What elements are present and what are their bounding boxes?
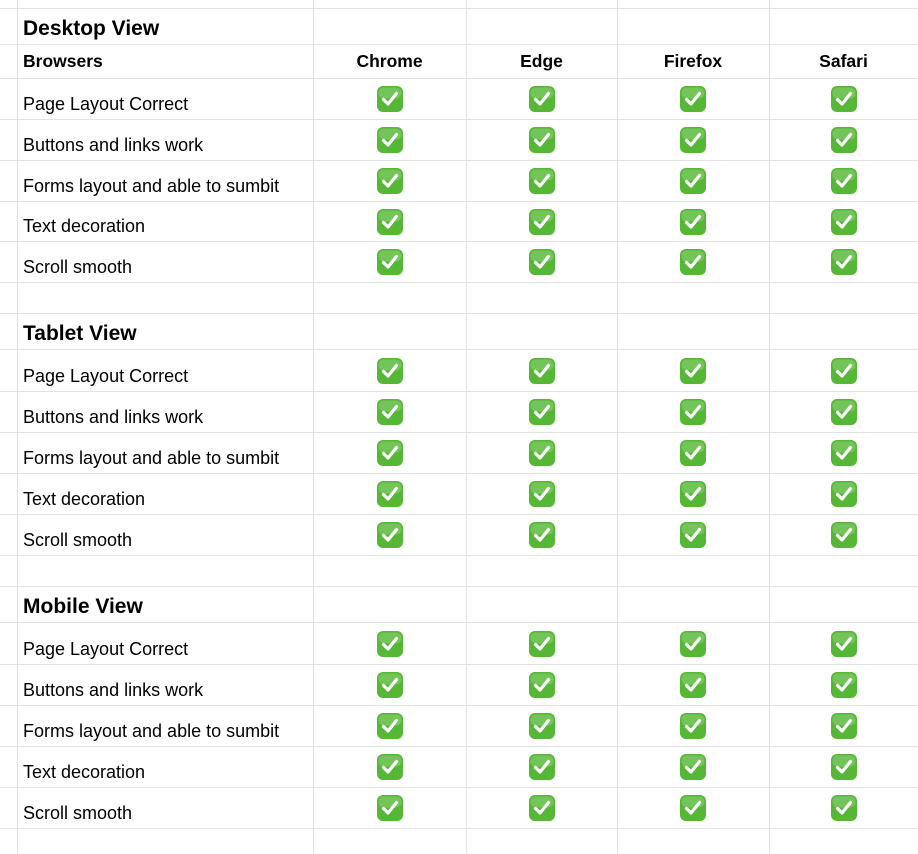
- check-cell-safari[interactable]: [769, 706, 918, 746]
- check-cell-edge[interactable]: [466, 79, 617, 119]
- check-cell-edge[interactable]: [466, 242, 617, 282]
- test-case-label: Page Layout Correct: [23, 366, 189, 386]
- check-cell-chrome[interactable]: [313, 665, 466, 705]
- check-mark-button-icon: [376, 248, 404, 276]
- check-cell-safari[interactable]: [769, 350, 918, 391]
- check-cell-safari[interactable]: [769, 788, 918, 828]
- grid-row-line: [0, 555, 918, 556]
- section-title: Mobile View: [23, 595, 143, 618]
- check-mark-button-icon: [830, 439, 858, 467]
- check-mark-button-icon: [528, 439, 556, 467]
- column-header-safari: Safari: [819, 50, 868, 71]
- column-header-chrome: Chrome: [356, 50, 423, 71]
- test-case-label: Buttons and links work: [23, 135, 204, 155]
- check-cell-chrome[interactable]: [313, 623, 466, 664]
- check-cell-chrome[interactable]: [313, 788, 466, 828]
- check-mark-button-icon: [830, 794, 858, 822]
- test-case-label: Scroll smooth: [23, 530, 133, 550]
- check-cell-chrome[interactable]: [313, 202, 466, 241]
- check-cell-safari[interactable]: [769, 242, 918, 282]
- check-mark-button-icon: [528, 753, 556, 781]
- check-mark-button-icon: [679, 398, 707, 426]
- check-mark-button-icon: [830, 398, 858, 426]
- check-cell-chrome[interactable]: [313, 79, 466, 119]
- check-mark-button-icon: [528, 794, 556, 822]
- check-cell-edge[interactable]: [466, 623, 617, 664]
- check-cell-safari[interactable]: [769, 623, 918, 664]
- check-mark-button-icon: [528, 126, 556, 154]
- check-mark-button-icon: [376, 208, 404, 236]
- check-cell-safari[interactable]: [769, 202, 918, 241]
- check-cell-edge[interactable]: [466, 161, 617, 201]
- check-mark-button-icon: [679, 85, 707, 113]
- test-case-label: Scroll smooth: [23, 257, 133, 277]
- check-mark-button-icon: [528, 208, 556, 236]
- check-cell-edge[interactable]: [466, 350, 617, 391]
- test-case-label: Buttons and links work: [23, 407, 204, 427]
- test-case-label: Page Layout Correct: [23, 639, 189, 659]
- check-cell-edge[interactable]: [466, 202, 617, 241]
- check-cell-firefox[interactable]: [617, 433, 769, 473]
- check-cell-firefox[interactable]: [617, 350, 769, 391]
- grid-row-line: [0, 828, 918, 829]
- check-mark-button-icon: [830, 480, 858, 508]
- check-cell-safari[interactable]: [769, 433, 918, 473]
- check-cell-chrome[interactable]: [313, 474, 466, 514]
- check-mark-button-icon: [830, 753, 858, 781]
- check-cell-safari[interactable]: [769, 747, 918, 787]
- check-mark-button-icon: [830, 248, 858, 276]
- check-cell-chrome[interactable]: [313, 706, 466, 746]
- check-cell-edge[interactable]: [466, 747, 617, 787]
- test-case-label: Text decoration: [23, 489, 146, 509]
- check-mark-button-icon: [679, 521, 707, 549]
- check-cell-edge[interactable]: [466, 515, 617, 555]
- check-cell-chrome[interactable]: [313, 120, 466, 160]
- check-cell-firefox[interactable]: [617, 392, 769, 432]
- check-mark-button-icon: [679, 167, 707, 195]
- test-case-label: Text decoration: [23, 762, 146, 782]
- check-cell-firefox[interactable]: [617, 515, 769, 555]
- check-cell-edge[interactable]: [466, 788, 617, 828]
- check-mark-button-icon: [528, 521, 556, 549]
- check-mark-button-icon: [679, 357, 707, 385]
- check-cell-firefox[interactable]: [617, 623, 769, 664]
- check-cell-chrome[interactable]: [313, 392, 466, 432]
- check-cell-edge[interactable]: [466, 706, 617, 746]
- check-mark-button-icon: [376, 398, 404, 426]
- check-cell-firefox[interactable]: [617, 202, 769, 241]
- check-cell-firefox[interactable]: [617, 706, 769, 746]
- check-cell-firefox[interactable]: [617, 242, 769, 282]
- check-cell-firefox[interactable]: [617, 120, 769, 160]
- check-mark-button-icon: [679, 208, 707, 236]
- check-cell-safari[interactable]: [769, 665, 918, 705]
- check-cell-firefox[interactable]: [617, 161, 769, 201]
- check-cell-chrome[interactable]: [313, 242, 466, 282]
- check-mark-button-icon: [679, 126, 707, 154]
- check-cell-firefox[interactable]: [617, 474, 769, 514]
- test-case-label: Scroll smooth: [23, 803, 133, 823]
- check-mark-button-icon: [376, 126, 404, 154]
- check-cell-chrome[interactable]: [313, 161, 466, 201]
- check-mark-button-icon: [830, 167, 858, 195]
- check-mark-button-icon: [528, 671, 556, 699]
- check-cell-firefox[interactable]: [617, 747, 769, 787]
- check-mark-button-icon: [679, 671, 707, 699]
- check-mark-button-icon: [528, 248, 556, 276]
- check-mark-button-icon: [679, 248, 707, 276]
- check-mark-button-icon: [528, 712, 556, 740]
- check-mark-button-icon: [528, 167, 556, 195]
- check-cell-edge[interactable]: [466, 392, 617, 432]
- check-mark-button-icon: [830, 712, 858, 740]
- check-cell-safari[interactable]: [769, 161, 918, 201]
- check-mark-button-icon: [528, 85, 556, 113]
- check-mark-button-icon: [376, 671, 404, 699]
- check-mark-button-icon: [376, 753, 404, 781]
- check-cell-firefox[interactable]: [617, 665, 769, 705]
- check-mark-button-icon: [376, 357, 404, 385]
- column-header-firefox: Firefox: [663, 50, 723, 71]
- column-header-browsers: Browsers: [23, 50, 103, 71]
- check-cell-safari[interactable]: [769, 79, 918, 119]
- check-mark-button-icon: [528, 357, 556, 385]
- test-case-label: Forms layout and able to sumbit: [23, 721, 280, 741]
- column-header-edge: Edge: [520, 50, 563, 71]
- check-mark-button-icon: [376, 167, 404, 195]
- check-cell-edge[interactable]: [466, 474, 617, 514]
- check-mark-button-icon: [679, 753, 707, 781]
- check-cell-edge[interactable]: [466, 433, 617, 473]
- check-mark-button-icon: [376, 85, 404, 113]
- test-case-label: Text decoration: [23, 216, 146, 236]
- check-mark-button-icon: [528, 398, 556, 426]
- check-mark-button-icon: [528, 480, 556, 508]
- check-mark-button-icon: [830, 357, 858, 385]
- check-mark-button-icon: [830, 671, 858, 699]
- check-cell-safari[interactable]: [769, 474, 918, 514]
- check-cell-edge[interactable]: [466, 120, 617, 160]
- check-mark-button-icon: [376, 439, 404, 467]
- test-case-label: Forms layout and able to sumbit: [23, 448, 280, 468]
- check-mark-button-icon: [528, 630, 556, 658]
- test-case-label: Forms layout and able to sumbit: [23, 176, 280, 196]
- check-cell-firefox[interactable]: [617, 788, 769, 828]
- check-mark-button-icon: [376, 794, 404, 822]
- grid-row-line: [0, 282, 918, 283]
- check-mark-button-icon: [679, 480, 707, 508]
- check-cell-chrome[interactable]: [313, 515, 466, 555]
- check-cell-firefox[interactable]: [617, 79, 769, 119]
- test-case-label: Buttons and links work: [23, 680, 204, 700]
- test-case-label: Page Layout Correct: [23, 94, 189, 114]
- check-cell-chrome[interactable]: [313, 433, 466, 473]
- section-title: Desktop View: [23, 17, 160, 40]
- check-mark-button-icon: [376, 521, 404, 549]
- check-cell-safari[interactable]: [769, 120, 918, 160]
- check-cell-safari[interactable]: [769, 392, 918, 432]
- check-mark-button-icon: [679, 439, 707, 467]
- check-mark-button-icon: [679, 712, 707, 740]
- check-cell-chrome[interactable]: [313, 350, 466, 391]
- check-mark-button-icon: [376, 712, 404, 740]
- check-mark-button-icon: [830, 521, 858, 549]
- check-cell-chrome[interactable]: [313, 747, 466, 787]
- check-cell-edge[interactable]: [466, 665, 617, 705]
- check-mark-button-icon: [679, 630, 707, 658]
- check-mark-button-icon: [679, 794, 707, 822]
- check-mark-button-icon: [376, 630, 404, 658]
- section-title: Tablet View: [23, 322, 137, 345]
- check-mark-button-icon: [830, 208, 858, 236]
- check-mark-button-icon: [830, 630, 858, 658]
- check-cell-safari[interactable]: [769, 515, 918, 555]
- check-mark-button-icon: [830, 85, 858, 113]
- check-mark-button-icon: [830, 126, 858, 154]
- check-mark-button-icon: [376, 480, 404, 508]
